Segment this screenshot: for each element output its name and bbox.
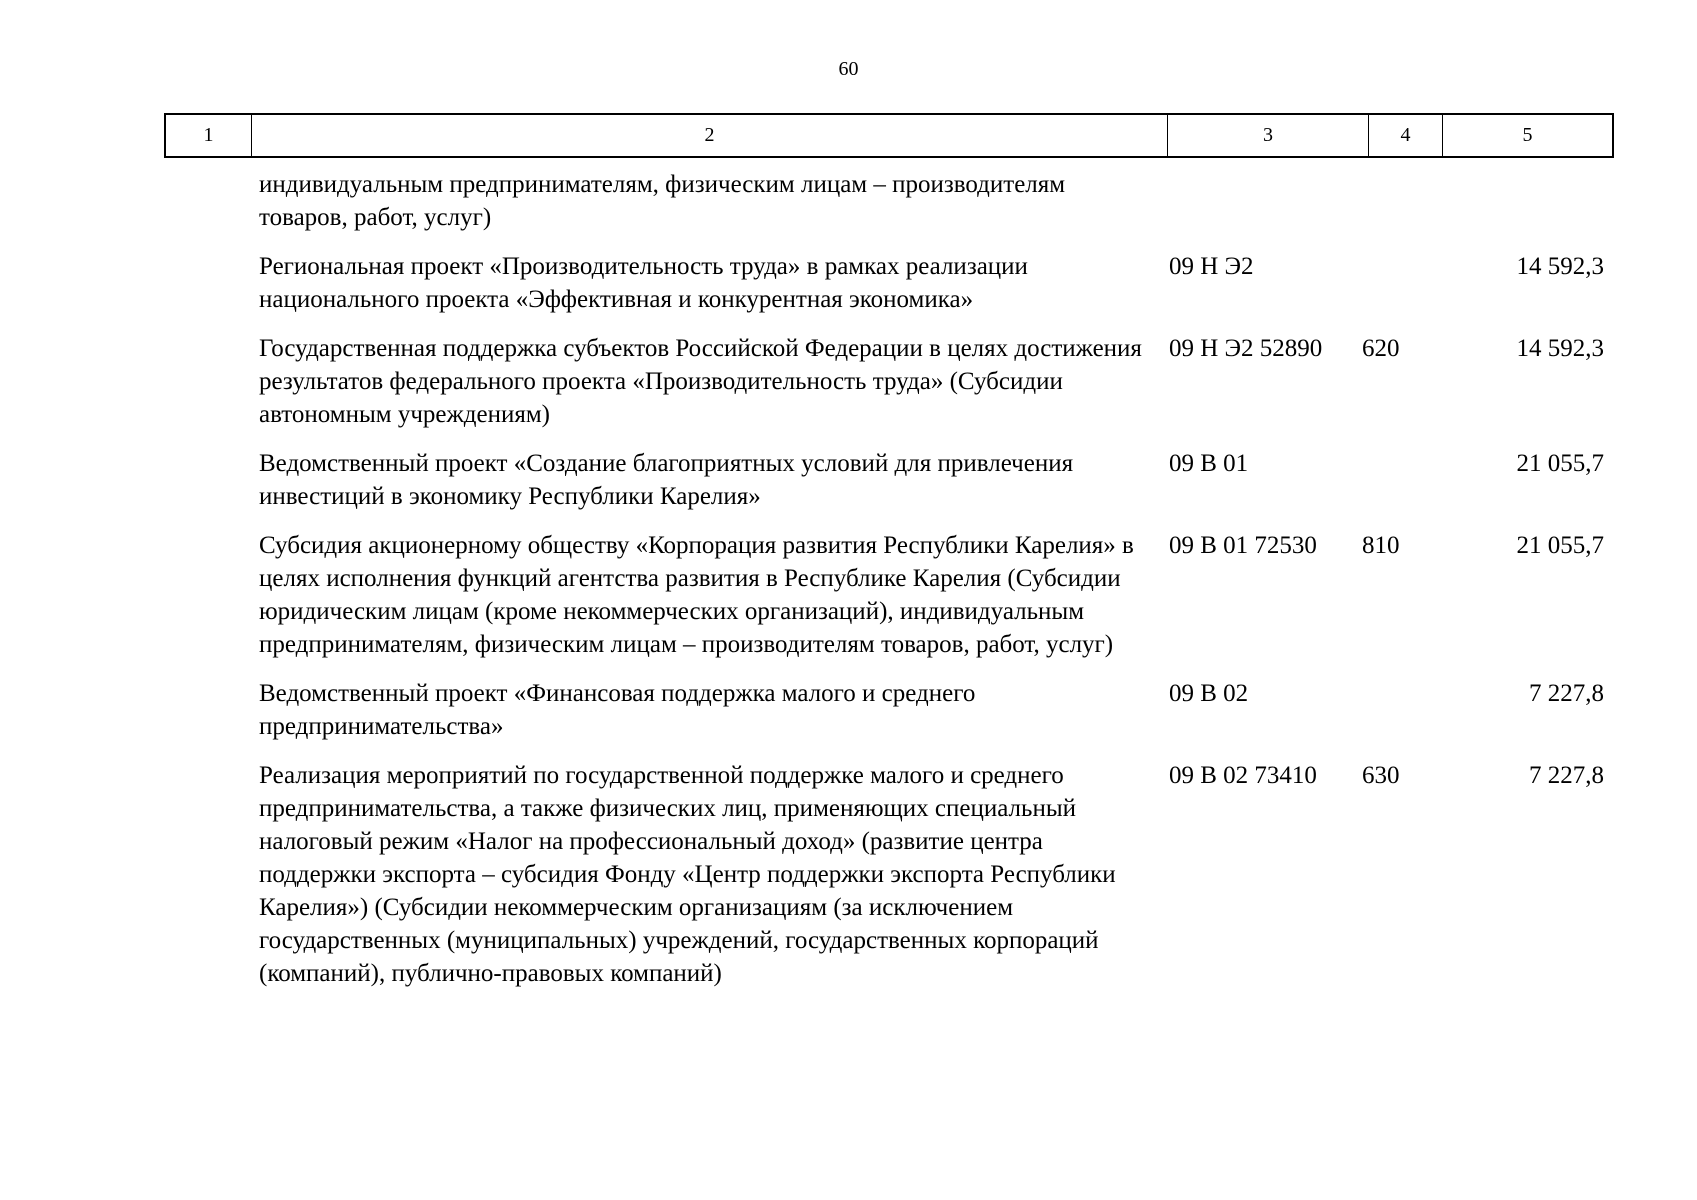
row-name: Ведомственный проект «Финансовая поддержка малого и среднего предпринимательства» <box>259 680 976 740</box>
table-row <box>259 332 1614 431</box>
header-col-4: 4 <box>1369 115 1443 156</box>
row-name: Реализация мероприятий по государственной поддержке малого и среднего предпринимательства, а также физических лиц, применяющих специальный налоговый режим «Налог на профессиональный доход» (развитие центра поддержки экспорта – субсидия Фонду «Центр поддержки экспорта Республики Карелия») (Субсидии некоммерческим организациям (за исключением государственных (муниципальных) учреждений, государственных корпораций (компаний), публично-правовых компаний) <box>259 762 1116 987</box>
row-name: Региональная проект «Производительность труда» в рамках реализации национального проекта «Эффективная и конкурентная экономика» <box>259 253 1028 313</box>
table-row <box>259 250 1614 316</box>
row-name: Субсидия акционерному обществу «Корпорация развития Республики Карелия» в целях исполнения функций агентства развития в Республике Карелия (Субсидии юридическим лицам (кроме некоммерческих организаций), индивидуальным предпринимателям, физическим лицам – производителям товаров, работ, услуг) <box>259 532 1134 658</box>
row-sum: 14 592,3 <box>1516 335 1604 362</box>
table-header <box>164 113 1614 158</box>
header-col-3: 3 <box>1168 115 1369 156</box>
row-sum: 14 592,3 <box>1516 253 1604 280</box>
table-row <box>259 759 1614 990</box>
row-code: 09 В 02 73410 <box>1169 762 1317 789</box>
table-row <box>259 529 1614 661</box>
row-sum: 7 227,8 <box>1529 762 1604 789</box>
row-code: 09 В 01 <box>1169 450 1249 477</box>
row-sum: 21 055,7 <box>1516 532 1604 559</box>
row-code: 09 В 02 <box>1169 680 1249 707</box>
row-name: индивидуальным предпринимателям, физическим лицам – производителям товаров, работ, услуг) <box>259 171 1066 231</box>
header-col-2: 2 <box>252 115 1168 156</box>
table-row <box>259 168 1614 234</box>
header-col-1: 1 <box>166 115 252 156</box>
table-row <box>259 447 1614 513</box>
row-type: 630 <box>1362 762 1400 789</box>
row-name: Ведомственный проект «Создание благоприятных условий для привлечения инвестиций в экономику Республики Карелия» <box>259 450 1074 510</box>
row-sum: 7 227,8 <box>1529 680 1604 707</box>
table-row <box>259 677 1614 743</box>
row-name: Государственная поддержка субъектов Российской Федерации в целях достижения результатов федерального проекта «Производительность труда» (Субсидии автономным учреждениям) <box>259 335 1142 428</box>
header-col-5: 5 <box>1522 124 1533 146</box>
page-number: 60 <box>838 58 859 80</box>
row-type: 620 <box>1362 335 1400 362</box>
row-type: 810 <box>1362 532 1400 559</box>
row-code: 09 Н Э2 <box>1169 253 1254 280</box>
row-sum: 21 055,7 <box>1516 450 1604 477</box>
table-body <box>259 168 1614 1006</box>
row-code: 09 Н Э2 52890 <box>1169 335 1323 362</box>
row-code: 09 В 01 72530 <box>1169 532 1317 559</box>
